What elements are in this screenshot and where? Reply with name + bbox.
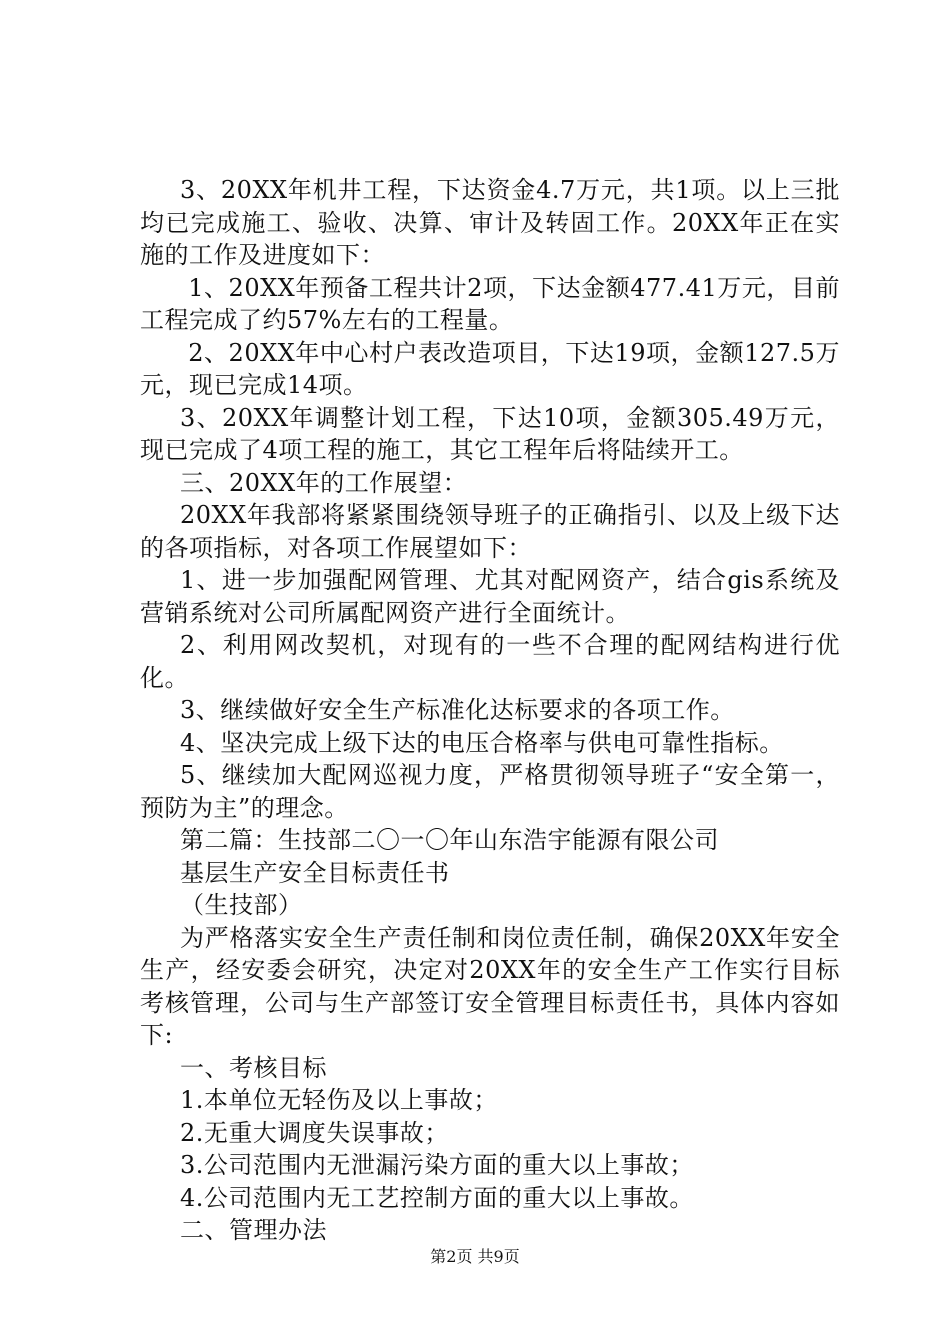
paragraph: 3、20XX年机井工程，下达资金4.7万元，共1项。以上三批均已完成施工、验收、决算、审计及转固工作。20XX年正在实施的工作及进度如下： [140,176,840,269]
section-heading: 二、管理办法 [180,1216,327,1244]
paragraph: 3、20XX年调整计划工程，下达10项，金额305.49万元，现已完成了4项工程的施工，其它工程年后将陆续开工。 [140,403,840,464]
department-label: （生技部） [180,891,303,919]
list-item: 3、继续做好安全生产标准化达标要求的各项工作。 [180,696,735,724]
document-title: 基层生产安全目标责任书 [180,858,450,887]
section-heading: 三、20XX年的工作展望： [180,468,468,497]
chapter-title: 第二篇：生技部二〇一〇年山东浩宇能源有限公司 [180,826,719,854]
list-item: 1.本单位无轻伤及以上事故； [180,1086,498,1114]
paragraph: 1、20XX年预备工程共计2项，下达金额477.41万元，目前工程完成了约57%左右的工程量。 [140,273,840,334]
list-item: 3.公司范围内无泄漏污染方面的重大以上事故； [180,1151,694,1179]
list-item: 2.无重大调度失误事故； [180,1118,449,1147]
page-footer [0,1244,950,1267]
paragraph: 2、20XX年中心村户表改造项目，下达19项，金额127.5万元，现已完成14项。 [140,338,840,399]
document-body [140,174,840,1247]
paragraph: 20XX年我部将紧紧围绕领导班子的正确指引、以及上级下达的各项指标，对各项工作展望如下： [140,501,840,562]
list-item: 2、利用网改契机，对现有的一些不合理的配网结构进行优化。 [140,631,840,692]
list-item: 5、继续加大配网巡视力度，严格贯彻领导班子“安全第一，预防为主”的理念。 [140,761,840,822]
list-item: 4、坚决完成上级下达的电压合格率与供电可靠性指标。 [180,728,784,757]
list-item: 1、进一步加强配网管理、尤其对配网资产，结合gis系统及营销系统对公司所属配网资产进行全面统计。 [140,566,840,627]
list-item: 4.公司范围内无工艺控制方面的重大以上事故。 [180,1183,694,1212]
section-heading: 一、考核目标 [180,1053,327,1082]
page-number: 第2页 共9页 [430,1247,520,1266]
paragraph: 为严格落实安全生产责任制和岗位责任制，确保20XX年安全生产，经安委会研究，决定对20XX年的安全生产工作实行目标考核管理，公司与生产部签订安全管理目标责任书，具体内容如下: [140,923,840,1049]
